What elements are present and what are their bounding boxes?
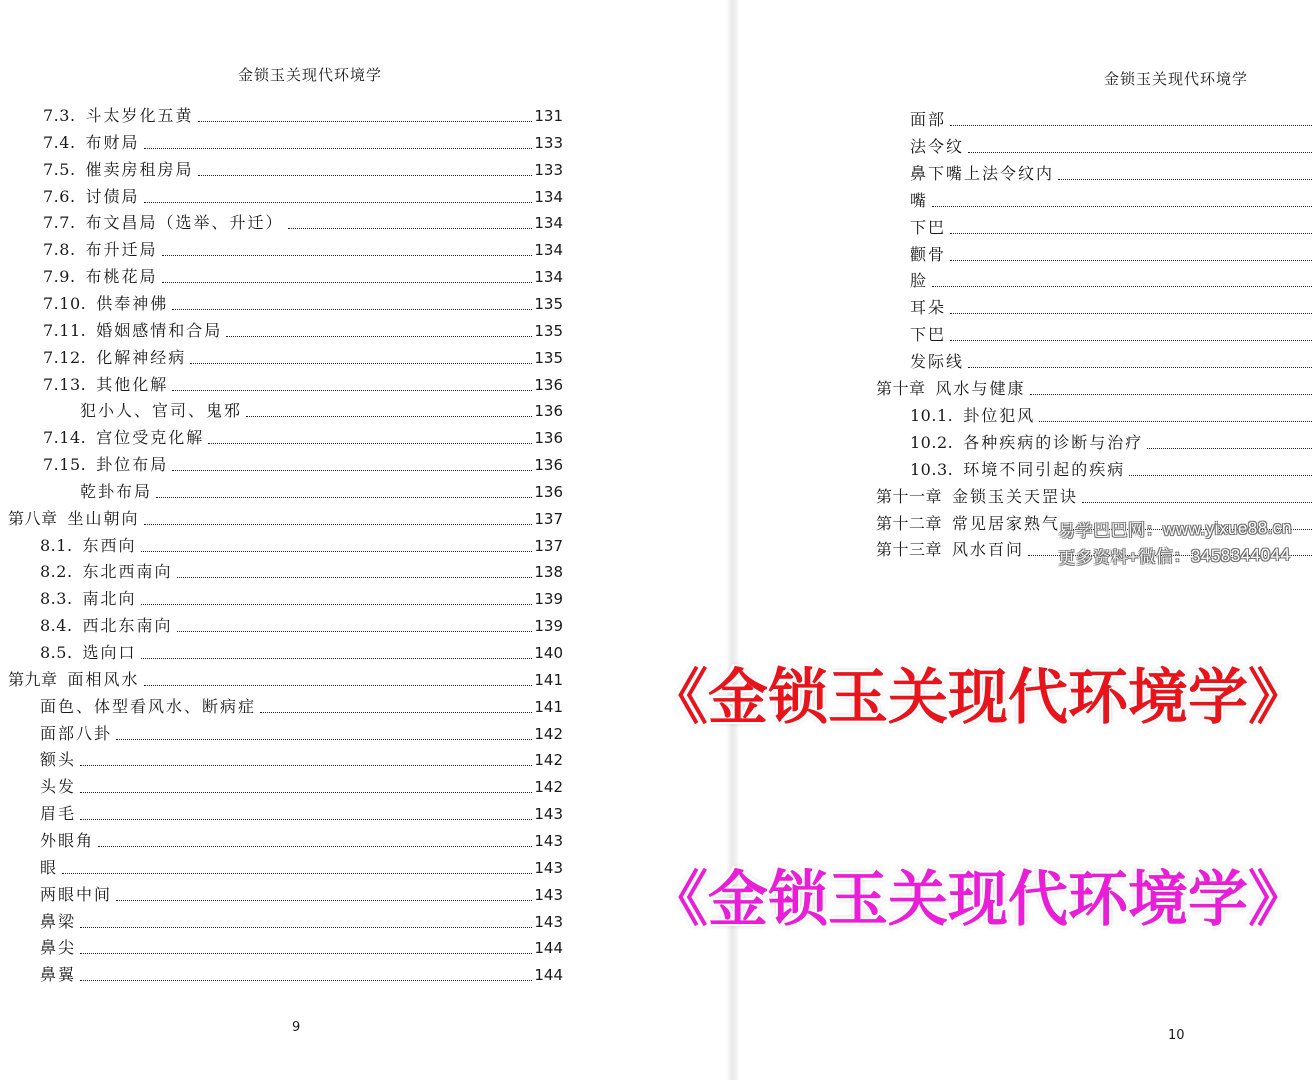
dot-leader [62,872,532,874]
title-banner-magenta: 《金锁玉关现代环境学》 [648,865,1308,935]
toc-entry [910,460,1314,480]
toc-entry [43,133,563,153]
toc-entry-number: 8.1. [40,535,73,555]
toc-entry [43,428,563,448]
toc-entry-page: 141 [534,670,563,689]
toc-entry-title: 布文昌局（选举、升迁） [85,213,284,233]
toc-entry-title: 南北向 [82,589,137,609]
dot-leader [198,120,533,122]
toc-entry-title: 外眼角 [40,830,95,850]
toc-entry-title: 东北西南向 [82,562,173,582]
toc-entry [40,536,563,556]
dot-leader [950,339,1312,341]
toc-entry-title: 法令纹 [910,136,965,156]
toc-entry-title: 斗太岁化五黄 [85,106,194,125]
toc-entry-title: 眉毛 [40,804,77,824]
toc-entry-title: 东西向 [82,535,137,555]
toc-entry-page: 137 [534,536,563,555]
toc-entry-page: 133 [534,160,563,179]
toc-entry [910,271,1314,291]
toc-entry-page: 143 [534,885,563,904]
toc-entry-title: 头发 [40,777,77,797]
dot-leader [177,630,533,632]
toc-entry-title: 鼻尖 [40,938,77,958]
toc-entry-title: 布升迁局 [85,240,158,260]
toc-entry-title: 犯小人、官司、鬼邪 [80,401,243,421]
toc-entry-number: 第九章 [8,669,58,689]
toc-entry [40,697,563,717]
toc-entry-title: 风水与健康 [935,379,1026,398]
dot-leader [968,151,1312,153]
toc-entry-page: 144 [534,939,563,958]
toc-entry [43,106,563,126]
dot-leader [260,711,532,713]
toc-entry [910,352,1314,372]
toc-entry-title: 面相风水 [67,669,140,689]
toc-entry-number: 第十一章 [876,486,943,506]
toc-entry-page: 136 [534,482,563,501]
toc-entry [43,267,563,287]
toc-entry [43,321,563,341]
toc-entry-number: 7.4. [43,132,76,152]
toc-entry-title: 面色、体型看风水、断病症 [40,696,257,716]
toc-entry [910,110,1314,130]
dot-leader [968,366,1312,368]
toc-entry [40,777,563,797]
page-number: 10 [1168,1028,1185,1043]
toc-entry [40,938,563,958]
dot-leader [98,845,532,847]
toc-entry-number: 8.5. [40,643,73,662]
toc-entry [8,670,563,690]
toc-entry-title: 宫位受克化解 [96,428,205,448]
toc-entry-page: 142 [534,778,563,797]
toc-entry-title: 选向口 [82,643,137,662]
toc-entry-page: 131 [534,107,563,125]
toc-entry-page: 138 [534,563,563,582]
toc-entry [40,885,563,905]
toc-entry [43,375,563,395]
toc-entry-title: 讨债局 [85,186,140,206]
page-number: 9 [292,1020,301,1035]
dot-leader [1082,501,1312,503]
toc-entry-page: 134 [534,241,563,260]
dot-leader [288,227,533,229]
running-header: 金锁玉关现代环境学 [1104,70,1249,88]
toc-entry [40,562,563,582]
toc-entry-title: 乾卦布局 [80,481,153,501]
toc-entry [910,325,1314,345]
toc-entry-title: 发际线 [910,352,965,372]
dot-leader [172,469,532,471]
dot-leader [80,764,532,766]
dot-leader [950,124,1312,126]
toc-entry-title: 卦位犯风 [963,405,1036,425]
dot-leader [116,899,532,901]
toc-entry-number: 7.11. [43,320,87,340]
toc-entry-title: 各种疾病的诊断与治疗 [963,432,1144,452]
watermark-text: 更多资料+微信：3458344044 [1057,544,1291,569]
dot-leader [190,362,532,364]
dot-leader [144,523,533,525]
toc-entry-number: 7.9. [43,267,76,287]
toc-entry-number: 7.6. [43,186,76,206]
dot-leader [116,738,532,740]
toc-entry-number: 10.1. [910,405,954,425]
toc-entry-page: 142 [534,724,563,743]
toc-entry-number: 7.10. [43,293,87,313]
toc-entry-page: 143 [534,912,563,931]
toc-entry-page: 142 [534,751,563,770]
toc-entry [80,401,563,421]
toc-entry [40,804,563,824]
dot-leader [144,201,533,203]
toc-entry [40,858,563,878]
toc-entry-number: 第八章 [8,508,58,528]
toc-entry-title: 催卖房租房局 [85,159,194,179]
toc-entry [910,406,1314,426]
title-banner-red: 《金锁玉关现代环境学》 [648,663,1308,733]
toc-entry-page: 143 [534,858,563,877]
dot-leader [156,496,532,498]
toc-entry-title: 眼 [40,857,59,877]
toc-entry [43,294,563,314]
toc-entry-title: 其他化解 [96,374,169,394]
toc-entry-number: 7.8. [43,240,76,260]
toc-entry-page: 141 [534,697,563,716]
toc-entry-number: 第十二章 [876,513,943,533]
toc-entry-page: 137 [534,509,563,528]
toc-entry [910,164,1314,184]
watermark-text: 易学巴巴网：www.yixue88.cn [1057,517,1293,542]
toc-entry-title: 常见居家熟气 [952,513,1061,533]
dot-leader [932,285,1312,287]
toc-entry-title: 布财局 [85,132,140,152]
toc-entry-title: 面部 [910,110,947,129]
toc-entry-page: 133 [534,133,563,152]
toc-entry-number: 7.7. [43,213,76,233]
toc-entry [910,298,1314,318]
dot-leader [950,312,1312,314]
toc-entry-number: 10.2. [910,432,954,452]
toc-entry-number: 第十三章 [876,540,943,560]
toc-entry [910,245,1314,265]
toc-entry [876,487,1314,507]
toc-entry [40,724,563,744]
toc-entry-page: 136 [534,402,563,421]
toc-entry-page: 136 [534,456,563,475]
toc-entry-title: 颧骨 [910,244,947,264]
toc-entry-number: 7.12. [43,347,87,367]
toc-entry-title: 鼻梁 [40,911,77,931]
toc-entry-page: 143 [534,831,563,850]
toc-entry-title: 供奉神佛 [96,293,169,313]
toc-entry-page: 134 [534,187,563,206]
dot-leader [141,550,533,552]
toc-entry-title: 鼻下嘴上法令纹内 [910,163,1055,183]
toc-entry-page: 139 [534,617,563,636]
toc-entry [910,137,1314,157]
dot-leader [246,415,532,417]
toc-entry [80,482,563,502]
toc-entry-title: 坐山朝向 [67,508,140,528]
toc-entry-page: 134 [534,214,563,233]
dot-leader [1058,178,1312,180]
toc-entry-title: 两眼中间 [40,884,113,904]
toc-entry [43,348,563,368]
toc-entry [40,643,563,663]
dot-leader [950,232,1312,234]
dot-leader [144,684,533,686]
toc-entry-title: 风水百问 [952,540,1025,560]
toc-entry-number: 10.3. [910,459,954,479]
dot-leader [80,818,532,820]
toc-entry [40,965,563,985]
toc-entry-page: 143 [534,805,563,824]
toc-entry-title: 布桃花局 [85,267,158,287]
toc-entry-page: 136 [534,375,563,394]
toc-entry-number: 7.5. [43,159,76,179]
toc-entry [43,240,563,260]
toc-entry-title: 耳朵 [910,298,947,318]
toc-entry-title: 婚姻感情和合局 [96,320,223,340]
dot-leader [1129,474,1312,476]
toc-entry-number: 8.3. [40,589,73,609]
toc-entry-page: 135 [534,321,563,340]
dot-leader [80,791,532,793]
toc-entry-page: 135 [534,294,563,313]
toc-entry [910,218,1314,238]
toc-entry-title: 鼻翼 [40,965,77,985]
toc-entry-page: 136 [534,429,563,448]
toc-entry-page: 140 [534,644,563,662]
toc-entry-number: 7.3. [43,106,76,125]
dot-leader [80,926,532,928]
dot-leader [1039,420,1312,422]
dot-leader [1147,447,1312,449]
dot-leader [1030,393,1312,395]
dot-leader [172,389,532,391]
toc-entry-title: 化解神经病 [96,347,187,367]
toc-entry-title: 面部八卦 [40,723,113,743]
toc-entry-number: 8.4. [40,616,73,636]
dot-leader [198,174,533,176]
toc-entry-title: 嘴 [910,190,929,210]
toc-entry-page: 134 [534,268,563,287]
dot-leader [162,254,533,256]
toc-entry-page: 135 [534,348,563,367]
dot-leader [932,205,1312,207]
toc-entry-number: 7.14. [43,428,87,448]
toc-entry [40,912,563,932]
toc-entry-number: 8.2. [40,562,73,582]
toc-entry-title: 卦位布局 [96,455,169,475]
toc-entry [43,187,563,207]
running-header: 金锁玉关现代环境学 [238,66,383,84]
toc-entry [43,455,563,475]
toc-entry-page: 139 [534,590,563,609]
toc-entry [40,616,563,636]
toc-entry [43,160,563,180]
dot-leader [172,308,532,310]
toc-entry [876,379,1314,399]
toc-entry [40,831,563,851]
toc-entry [8,509,563,529]
dot-leader [950,259,1312,261]
toc-entry-title: 西北东南向 [82,616,173,636]
toc-entry [40,750,563,770]
dot-leader [80,952,532,954]
toc-entry-title: 额头 [40,750,77,770]
dot-leader [177,576,533,578]
toc-entry-title: 脸 [910,271,929,291]
toc-entry-number: 7.13. [43,374,87,394]
toc-entry-page: 144 [534,966,563,985]
toc-entry [40,589,563,609]
toc-entry [43,213,563,233]
dot-leader [80,979,532,981]
toc-entry-title: 下巴 [910,217,947,237]
toc-entry [910,191,1314,211]
toc-entry-number: 7.15. [43,455,87,475]
dot-leader [141,657,533,659]
dot-leader [141,603,533,605]
dot-leader [144,147,533,149]
dot-leader [162,281,533,283]
toc-entry-title: 下巴 [910,325,947,345]
toc-entry-title: 环境不同引起的疾病 [963,459,1126,479]
dot-leader [226,335,532,337]
toc-entry-title: 金锁玉关天罡诀 [952,486,1079,506]
toc-entry [910,433,1314,453]
toc-entry-number: 第十章 [876,379,926,398]
dot-leader [208,442,532,444]
